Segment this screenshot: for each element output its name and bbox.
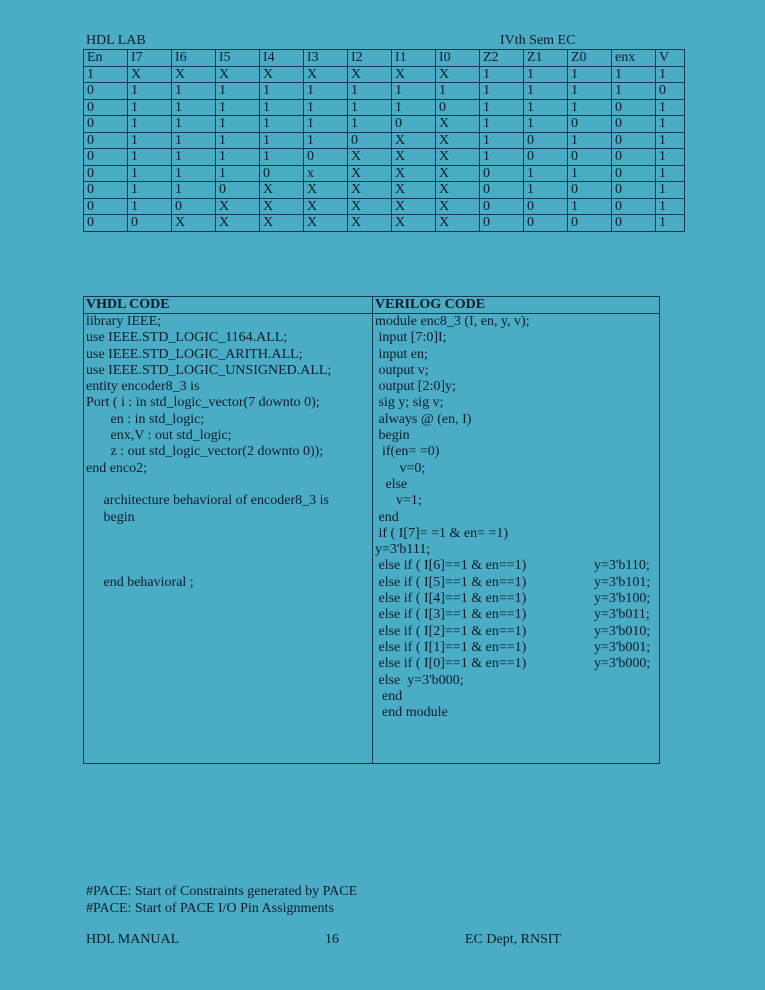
table-cell: X bbox=[436, 182, 480, 199]
table-cell: 1 bbox=[216, 165, 260, 182]
verilog-statement: end bbox=[375, 509, 399, 525]
vhdl-code-line: Port ( i : in std_logic_vector(7 downto 0); bbox=[86, 395, 320, 411]
table-cell: 1 bbox=[172, 182, 216, 199]
verilog-statement: v=0; bbox=[375, 460, 426, 476]
table-cell: 1 bbox=[480, 116, 524, 133]
table-cell: 1 bbox=[656, 99, 685, 116]
pace-note-line: #PACE: Start of PACE I/O Pin Assignments bbox=[86, 900, 334, 916]
verilog-statement: begin bbox=[375, 428, 410, 444]
table-cell: 1 bbox=[304, 83, 348, 100]
table-cell: X bbox=[436, 116, 480, 133]
verilog-statement: input en; bbox=[375, 346, 428, 362]
table-cell: 1 bbox=[568, 99, 612, 116]
column-header: I2 bbox=[348, 50, 392, 67]
table-cell: 1 bbox=[656, 66, 685, 83]
table-cell: X bbox=[348, 149, 392, 166]
column-header: I6 bbox=[172, 50, 216, 67]
table-cell: X bbox=[436, 198, 480, 215]
table-cell: 0 bbox=[84, 83, 128, 100]
table-cell: X bbox=[216, 66, 260, 83]
verilog-statement: else if ( I[0]==1 & en==1) bbox=[375, 656, 527, 672]
verilog-code-line bbox=[375, 656, 657, 672]
table-cell: 1 bbox=[172, 165, 216, 182]
vhdl-header: VHDL CODE bbox=[84, 297, 373, 314]
verilog-code-line bbox=[375, 673, 657, 689]
table-cell: 1 bbox=[656, 198, 685, 215]
table-cell: 0 bbox=[84, 198, 128, 215]
vhdl-code-line: use IEEE.STD_LOGIC_1164.ALL; bbox=[86, 330, 288, 346]
verilog-code-line bbox=[375, 477, 657, 493]
table-row bbox=[84, 198, 685, 215]
footer-manual-title: HDL MANUAL bbox=[86, 932, 180, 947]
verilog-statement: else bbox=[375, 476, 408, 492]
table-cell: 0 bbox=[304, 149, 348, 166]
table-cell: 1 bbox=[568, 198, 612, 215]
table-cell: 0 bbox=[392, 116, 436, 133]
table-row bbox=[84, 215, 685, 232]
verilog-code-line bbox=[375, 347, 657, 363]
table-cell: 1 bbox=[524, 165, 568, 182]
table-cell: X bbox=[392, 182, 436, 199]
table-cell: X bbox=[304, 198, 348, 215]
table-cell: 0 bbox=[84, 182, 128, 199]
column-header: enx bbox=[612, 50, 656, 67]
table-cell: 1 bbox=[656, 182, 685, 199]
footer-department: EC Dept, RNSIT bbox=[465, 932, 562, 947]
verilog-statement: else if ( I[4]==1 & en==1) bbox=[375, 591, 527, 607]
table-cell: 0 bbox=[84, 149, 128, 166]
table-cell: 1 bbox=[656, 116, 685, 133]
verilog-statement: if(en= =0) bbox=[375, 444, 440, 460]
column-header: I0 bbox=[436, 50, 480, 67]
table-cell: X bbox=[348, 215, 392, 232]
table-cell: 1 bbox=[260, 99, 304, 116]
verilog-code-line bbox=[375, 558, 657, 574]
table-cell: X bbox=[436, 66, 480, 83]
column-header: Z0 bbox=[568, 50, 612, 67]
verilog-code-line bbox=[375, 591, 657, 607]
verilog-code-line bbox=[375, 314, 657, 330]
table-cell: 0 bbox=[612, 116, 656, 133]
verilog-code-line bbox=[375, 412, 657, 428]
table-cell: X bbox=[392, 165, 436, 182]
table-cell: 1 bbox=[128, 182, 172, 199]
table-cell: 1 bbox=[480, 99, 524, 116]
table-cell: 1 bbox=[568, 165, 612, 182]
table-row bbox=[84, 149, 685, 166]
vhdl-code-cell bbox=[84, 314, 373, 764]
table-cell: 1 bbox=[348, 116, 392, 133]
column-header: I4 bbox=[260, 50, 304, 67]
table-cell: X bbox=[392, 215, 436, 232]
table-cell: 0 bbox=[84, 116, 128, 133]
table-cell: 1 bbox=[260, 149, 304, 166]
table-cell: 1 bbox=[216, 99, 260, 116]
vhdl-code bbox=[86, 314, 370, 591]
table-cell: 1 bbox=[656, 165, 685, 182]
table-cell: X bbox=[348, 165, 392, 182]
table-cell: 0 bbox=[524, 132, 568, 149]
column-header: I7 bbox=[128, 50, 172, 67]
verilog-code-line bbox=[375, 330, 657, 346]
verilog-statement: else if ( I[3]==1 & en==1) bbox=[375, 607, 527, 623]
table-cell: X bbox=[392, 66, 436, 83]
column-header: Z2 bbox=[480, 50, 524, 67]
table-cell: 1 bbox=[216, 83, 260, 100]
code-table bbox=[83, 296, 660, 764]
table-cell: 1 bbox=[216, 132, 260, 149]
verilog-code-line bbox=[375, 493, 657, 509]
table-cell: 0 bbox=[172, 198, 216, 215]
table-cell: 1 bbox=[436, 83, 480, 100]
table-cell: 1 bbox=[128, 83, 172, 100]
column-header: V bbox=[656, 50, 685, 67]
truth-table bbox=[83, 49, 685, 232]
table-cell: 1 bbox=[524, 66, 568, 83]
vhdl-code-line: entity encoder8_3 is bbox=[86, 379, 200, 395]
verilog-code-line bbox=[375, 395, 657, 411]
table-cell: 0 bbox=[436, 99, 480, 116]
verilog-code-line bbox=[375, 461, 657, 477]
vhdl-code-line bbox=[86, 526, 370, 542]
table-cell: 1 bbox=[656, 149, 685, 166]
table-cell: 1 bbox=[128, 198, 172, 215]
vhdl-code-line: library IEEE; bbox=[86, 314, 162, 329]
verilog-code-cell bbox=[373, 314, 660, 764]
table-cell: 1 bbox=[568, 132, 612, 149]
table-cell: 0 bbox=[216, 182, 260, 199]
table-cell: 0 bbox=[524, 215, 568, 232]
table-cell: X bbox=[348, 198, 392, 215]
verilog-code-line bbox=[375, 444, 657, 460]
table-cell: 0 bbox=[612, 99, 656, 116]
verilog-code-line bbox=[375, 607, 657, 623]
table-cell: 0 bbox=[84, 215, 128, 232]
table-cell: X bbox=[392, 149, 436, 166]
verilog-code-line bbox=[375, 363, 657, 379]
table-cell: X bbox=[436, 149, 480, 166]
table-cell: 0 bbox=[480, 165, 524, 182]
table-cell: 0 bbox=[128, 215, 172, 232]
table-row bbox=[84, 182, 685, 199]
verilog-statement: output v; bbox=[375, 362, 429, 378]
table-row bbox=[84, 116, 685, 133]
table-cell: X bbox=[392, 132, 436, 149]
table-cell: 1 bbox=[480, 83, 524, 100]
table-cell: 0 bbox=[348, 132, 392, 149]
table-cell: 1 bbox=[172, 149, 216, 166]
verilog-statement: end module bbox=[375, 705, 448, 721]
table-cell: 0 bbox=[612, 182, 656, 199]
table-cell: 1 bbox=[216, 149, 260, 166]
table-cell: X bbox=[348, 66, 392, 83]
verilog-statement: output [2:0]y; bbox=[375, 379, 456, 395]
table-cell: X bbox=[348, 182, 392, 199]
table-cell: X bbox=[392, 198, 436, 215]
table-cell: X bbox=[216, 215, 260, 232]
header-semester: IVth Sem EC bbox=[500, 33, 576, 48]
verilog-code-line bbox=[375, 640, 657, 656]
verilog-assignment: y=3'b001; bbox=[594, 639, 651, 655]
table-cell: 1 bbox=[348, 83, 392, 100]
table-cell: 0 bbox=[84, 132, 128, 149]
column-header: En bbox=[84, 50, 128, 67]
vhdl-code-line: end behavioral ; bbox=[86, 574, 194, 590]
verilog-assignment: y=3'b000; bbox=[594, 656, 651, 672]
verilog-code-line bbox=[375, 379, 657, 395]
table-cell: 1 bbox=[304, 116, 348, 133]
table-cell: 0 bbox=[568, 182, 612, 199]
table-cell: 1 bbox=[128, 165, 172, 182]
table-cell: 1 bbox=[172, 116, 216, 133]
table-cell: X bbox=[304, 182, 348, 199]
table-cell: 1 bbox=[480, 132, 524, 149]
verilog-header: VERILOG CODE bbox=[373, 297, 660, 314]
column-header: I1 bbox=[392, 50, 436, 67]
table-cell: X bbox=[304, 66, 348, 83]
table-cell: X bbox=[304, 215, 348, 232]
table-row bbox=[84, 165, 685, 182]
column-header: I3 bbox=[304, 50, 348, 67]
vhdl-code-line: end enco2; bbox=[86, 460, 148, 476]
verilog-code-line bbox=[375, 526, 657, 542]
vhdl-code-line: z : out std_logic_vector(2 downto 0)); bbox=[86, 444, 324, 460]
table-cell: 1 bbox=[392, 99, 436, 116]
table-cell: 0 bbox=[612, 165, 656, 182]
vhdl-code-line: architecture behavioral of encoder8_3 is bbox=[86, 493, 329, 509]
table-cell: X bbox=[172, 66, 216, 83]
table-cell: 1 bbox=[612, 66, 656, 83]
pace-note-line: #PACE: Start of Constraints generated by PACE bbox=[86, 884, 358, 899]
verilog-code-line bbox=[375, 624, 657, 640]
table-cell: 0 bbox=[612, 215, 656, 232]
table-cell: X bbox=[260, 215, 304, 232]
table-cell: 1 bbox=[480, 66, 524, 83]
table-cell: 1 bbox=[260, 116, 304, 133]
verilog-statement: else if ( I[1]==1 & en==1) bbox=[375, 639, 527, 655]
pace-notes bbox=[86, 884, 357, 917]
table-cell: 0 bbox=[524, 149, 568, 166]
table-cell: 1 bbox=[392, 83, 436, 100]
verilog-statement: module enc8_3 (I, en, y, v); bbox=[375, 314, 530, 329]
table-cell: 1 bbox=[568, 66, 612, 83]
table-cell: X bbox=[436, 215, 480, 232]
table-cell: 1 bbox=[304, 99, 348, 116]
table-cell: X bbox=[260, 182, 304, 199]
verilog-statement: y=3'b111; bbox=[375, 542, 431, 558]
table-cell: X bbox=[436, 165, 480, 182]
table-cell: 0 bbox=[612, 132, 656, 149]
table-cell: X bbox=[260, 198, 304, 215]
vhdl-code-line: enx,V : out std_logic; bbox=[86, 428, 232, 444]
verilog-statement: input [7:0]I; bbox=[375, 330, 447, 346]
table-cell: 1 bbox=[128, 149, 172, 166]
table-cell: 1 bbox=[612, 83, 656, 100]
table-cell: x bbox=[304, 165, 348, 182]
vhdl-code-line bbox=[86, 477, 370, 493]
table-cell: 1 bbox=[568, 83, 612, 100]
vhdl-code-line: use IEEE.STD_LOGIC_ARITH.ALL; bbox=[86, 346, 303, 362]
verilog-assignment: y=3'b110; bbox=[594, 558, 650, 574]
table-cell: 1 bbox=[304, 132, 348, 149]
verilog-statement: else if ( I[5]==1 & en==1) bbox=[375, 574, 527, 590]
table-cell: 1 bbox=[524, 116, 568, 133]
table-cell: 0 bbox=[84, 165, 128, 182]
column-header: I5 bbox=[216, 50, 260, 67]
table-cell: X bbox=[172, 215, 216, 232]
verilog-code-line bbox=[375, 510, 657, 526]
table-cell: 0 bbox=[524, 198, 568, 215]
table-cell: 1 bbox=[524, 182, 568, 199]
verilog-code-line bbox=[375, 575, 657, 591]
table-cell: 1 bbox=[260, 83, 304, 100]
header-lab-title: HDL LAB bbox=[86, 33, 146, 48]
table-cell: 1 bbox=[84, 66, 128, 83]
vhdl-code-line bbox=[86, 542, 370, 558]
table-cell: 1 bbox=[348, 99, 392, 116]
verilog-code-line bbox=[375, 542, 657, 558]
verilog-statement: end bbox=[375, 688, 403, 704]
table-cell: 0 bbox=[568, 149, 612, 166]
vhdl-code-line bbox=[86, 558, 370, 574]
table-cell: 1 bbox=[656, 132, 685, 149]
table-cell: 0 bbox=[656, 83, 685, 100]
table-cell: 1 bbox=[128, 99, 172, 116]
table-row bbox=[84, 83, 685, 100]
table-cell: 0 bbox=[568, 215, 612, 232]
verilog-statement: else y=3'b000; bbox=[375, 672, 464, 688]
column-header: Z1 bbox=[524, 50, 568, 67]
table-cell: X bbox=[260, 66, 304, 83]
verilog-code-line bbox=[375, 428, 657, 444]
vhdl-code-line: use IEEE.STD_LOGIC_UNSIGNED.ALL; bbox=[86, 362, 332, 378]
table-cell: 1 bbox=[172, 99, 216, 116]
table-cell: 1 bbox=[260, 132, 304, 149]
verilog-statement: sig y; sig v; bbox=[375, 395, 444, 411]
table-cell: 1 bbox=[172, 83, 216, 100]
table-cell: 1 bbox=[128, 132, 172, 149]
table-cell: 0 bbox=[260, 165, 304, 182]
vhdl-code-line: en : in std_logic; bbox=[86, 411, 205, 427]
table-cell: 0 bbox=[480, 198, 524, 215]
verilog-assignment: y=3'b100; bbox=[594, 591, 651, 607]
verilog-statement: else if ( I[6]==1 & en==1) bbox=[375, 558, 527, 574]
verilog-statement: always @ (en, I) bbox=[375, 411, 472, 427]
table-cell: 1 bbox=[172, 132, 216, 149]
verilog-code-line bbox=[375, 705, 657, 721]
table-cell: 1 bbox=[480, 149, 524, 166]
table-row bbox=[84, 66, 685, 83]
footer-page-number: 16 bbox=[325, 932, 339, 947]
verilog-statement: else if ( I[2]==1 & en==1) bbox=[375, 623, 527, 639]
table-row bbox=[84, 132, 685, 149]
truth-table-header-row bbox=[84, 50, 685, 67]
verilog-code bbox=[375, 314, 657, 721]
verilog-statement: if ( I[7]= =1 & en= =1) bbox=[375, 525, 509, 541]
table-cell: X bbox=[128, 66, 172, 83]
table-cell: 0 bbox=[480, 182, 524, 199]
verilog-code-line bbox=[375, 689, 657, 705]
table-cell: 0 bbox=[480, 215, 524, 232]
table-cell: 0 bbox=[568, 116, 612, 133]
vhdl-code-line: begin bbox=[86, 509, 135, 525]
table-cell: 1 bbox=[524, 83, 568, 100]
table-cell: 1 bbox=[216, 116, 260, 133]
table-cell: 0 bbox=[612, 149, 656, 166]
table-row bbox=[84, 99, 685, 116]
table-cell: 1 bbox=[656, 215, 685, 232]
verilog-assignment: y=3'b101; bbox=[594, 574, 651, 590]
verilog-assignment: y=3'b011; bbox=[594, 607, 650, 623]
table-cell: 0 bbox=[84, 99, 128, 116]
table-cell: X bbox=[216, 198, 260, 215]
table-cell: 1 bbox=[128, 116, 172, 133]
table-cell: 0 bbox=[612, 198, 656, 215]
table-cell: 1 bbox=[524, 99, 568, 116]
verilog-statement: v=1; bbox=[375, 493, 422, 509]
verilog-assignment: y=3'b010; bbox=[594, 623, 651, 639]
table-cell: X bbox=[436, 132, 480, 149]
